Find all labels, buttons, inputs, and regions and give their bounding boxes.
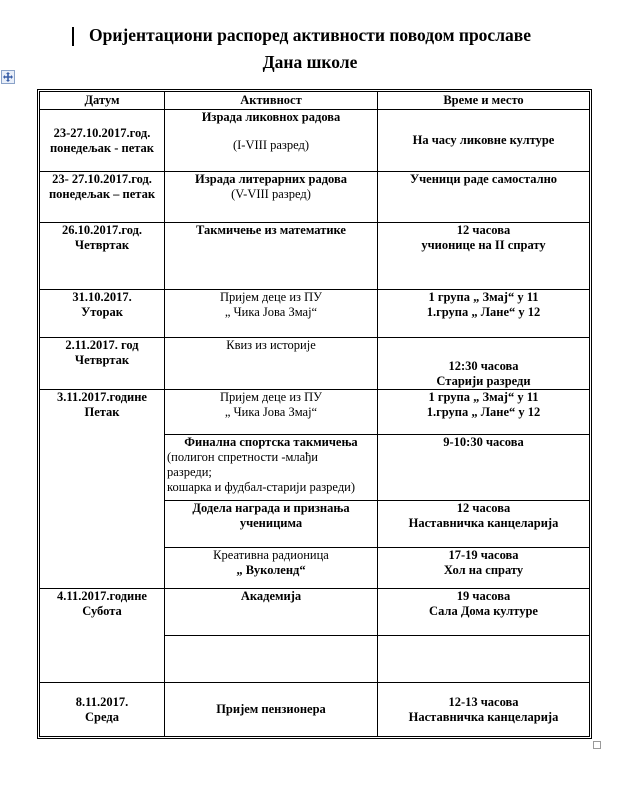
header-time-place-label: Време и место [443,93,524,107]
art-date-line2: понедељак - петак [49,140,155,155]
math-date-line1: 26.10.2017.год. [61,223,143,237]
nov4-time-line1: 19 часова [456,589,511,603]
math-date-line2: Четвртак [74,238,130,252]
row-nov8 [40,683,589,736]
cell-nov4-date[interactable] [40,589,165,683]
nov3-awards-activity-line2: ученицима [239,516,303,530]
cell-oct31-activity[interactable] [165,290,378,338]
nov3-awards-time-line1: 12 часова [456,501,511,515]
header-time-place[interactable] [378,92,589,110]
cell-nov3-workshop-activity[interactable] [165,548,378,589]
row-nov4-academy [40,589,589,636]
nov3-sports-note-line3: кошарка и фудбал-старији разреди) [167,480,356,494]
nov3-workshop-time-line1: 17-19 часова [448,548,519,562]
cell-nov4-empty-time[interactable] [378,636,589,683]
quiz-date-line2: Четвртак [74,353,130,367]
cell-nov8-date[interactable] [40,683,165,736]
cell-literary-date[interactable] [40,172,165,223]
row-quiz [40,338,589,390]
cell-nov4-empty-activity[interactable] [165,636,378,683]
cell-nov4-activity[interactable] [165,589,378,636]
oct31-time-line1: 1 група „ Змај“ у 11 [428,290,539,304]
cell-nov3-awards-activity[interactable] [165,501,378,548]
table-move-handle[interactable] [1,70,15,84]
schedule-table [37,89,592,739]
cell-nov3-awards-time[interactable] [378,501,589,548]
oct31-date-line2: Уторак [81,305,123,319]
nov3-reception-time-line2: 1.група „ Лане“ у 12 [426,405,541,419]
header-date[interactable] [40,92,165,110]
nov4-date-line2: Субота [82,604,122,618]
nov3-date-line1: 3.11.2017.године [57,390,147,404]
header-activity[interactable] [165,92,378,110]
cell-nov4-time[interactable] [378,589,589,636]
cell-math-date[interactable] [40,223,165,290]
cell-nov8-activity[interactable] [165,683,378,736]
nov3-reception-activity-line1: Пријем деце из ПУ [220,390,322,404]
art-time: На часу ликовне културе [412,133,555,147]
cell-math-time[interactable] [378,223,589,290]
cell-quiz-time[interactable] [378,338,589,390]
nov8-date-line1: 8.11.2017. [75,694,129,709]
cell-nov3-reception-time[interactable] [378,390,589,435]
quiz-date-line1: 2.11.2017. год [65,338,139,352]
cell-nov8-time[interactable] [378,683,589,736]
row-art [40,110,589,172]
cell-quiz-activity[interactable] [165,338,378,390]
document-title[interactable] [0,22,620,76]
nov3-sports-title: Финална спортска такмичења [184,435,358,449]
header-activity-label: Активност [240,93,302,107]
art-activity-note: (I-VIII разред) [232,138,310,152]
oct31-time-line2: 1.група „ Лане“ у 12 [426,305,541,319]
header-date-label: Датум [84,93,120,107]
nov3-sports-note-line2: разреди; [167,465,212,479]
cell-nov3-workshop-time[interactable] [378,548,589,589]
nov3-date-line2: Петак [84,405,120,419]
header-row [40,92,589,110]
art-date-line1: 23-27.10.2017.год. [53,125,151,140]
row-nov3-reception [40,390,589,435]
cell-literary-time[interactable] [378,172,589,223]
nov3-reception-time-line1: 1 група „ Змај“ у 11 [428,390,539,404]
literary-activity-title: Израда литерарних радова [195,172,347,186]
quiz-time-line1: 12:30 часова [448,359,519,373]
math-activity: Такмичење из математике [196,223,346,237]
nov8-time-line2: Наставничка канцеларија [408,709,559,724]
quiz-activity: Квиз из историје [226,338,316,352]
oct31-date-line1: 31.10.2017. [72,290,132,304]
nov4-activity: Академија [240,589,302,603]
math-time-line1: 12 часова [456,223,511,237]
cell-art-time[interactable] [378,110,589,172]
cell-nov3-sports-time[interactable] [378,435,589,501]
literary-time: Ученици раде самостално [409,172,558,186]
nov3-workshop-activity-line2: „ Вуколенд“ [236,563,306,577]
literary-activity-note: (V-VIII разред) [231,187,311,201]
literary-date-line2: понедељак – петак [48,187,156,201]
nov3-workshop-activity-line1: Креативна радионица [213,548,329,562]
cell-nov3-sports-activity[interactable] [165,435,378,501]
nov8-date-line2: Среда [85,709,119,724]
literary-date-line1: 23- 27.10.2017.год. [52,172,152,186]
cell-math-activity[interactable] [165,223,378,290]
title-line-2: Дана школе [262,52,358,72]
cell-oct31-date[interactable] [40,290,165,338]
oct31-activity-line2: „ Чика Јова Змај“ [224,305,318,319]
nov3-sports-note-line1: (полигон спретности -млађи [167,450,318,464]
row-math [40,223,589,290]
title-line-1: Оријентациони распоред активности поводом прославе [89,25,531,45]
cell-nov3-date[interactable] [40,390,165,589]
cell-literary-activity[interactable] [165,172,378,223]
move-arrows-icon [3,72,13,82]
nov3-awards-activity-line1: Додела награда и признања [192,501,350,515]
table-resize-handle[interactable] [593,741,601,749]
cell-oct31-time[interactable] [378,290,589,338]
row-literary [40,172,589,223]
nov3-reception-activity-line2: „ Чика Јова Змај“ [224,405,318,419]
nov3-sports-time: 9-10:30 часова [443,435,524,449]
art-activity-title: Израда ликовнох радова [201,110,341,124]
cell-nov3-reception-activity[interactable] [165,390,378,435]
cell-art-date[interactable] [40,110,165,172]
nov3-awards-time-line2: Наставничка канцеларија [408,516,559,530]
row-oct31 [40,290,589,338]
cell-quiz-date[interactable] [40,338,165,390]
oct31-activity-line1: Пријем деце из ПУ [220,290,322,304]
nov8-time-line1: 12-13 часова [448,694,519,709]
nov4-date-line1: 4.11.2017.године [57,589,147,603]
nov4-time-line2: Сала Дома културе [429,604,538,618]
cell-art-activity[interactable] [165,110,378,172]
quiz-time-line2: Старији разреди [436,374,531,388]
math-time-line2: учионице на II спрату [421,238,546,252]
nov3-workshop-time-line2: Хол на спрату [443,563,524,577]
nov8-activity: Пријем пензионера [216,702,326,716]
